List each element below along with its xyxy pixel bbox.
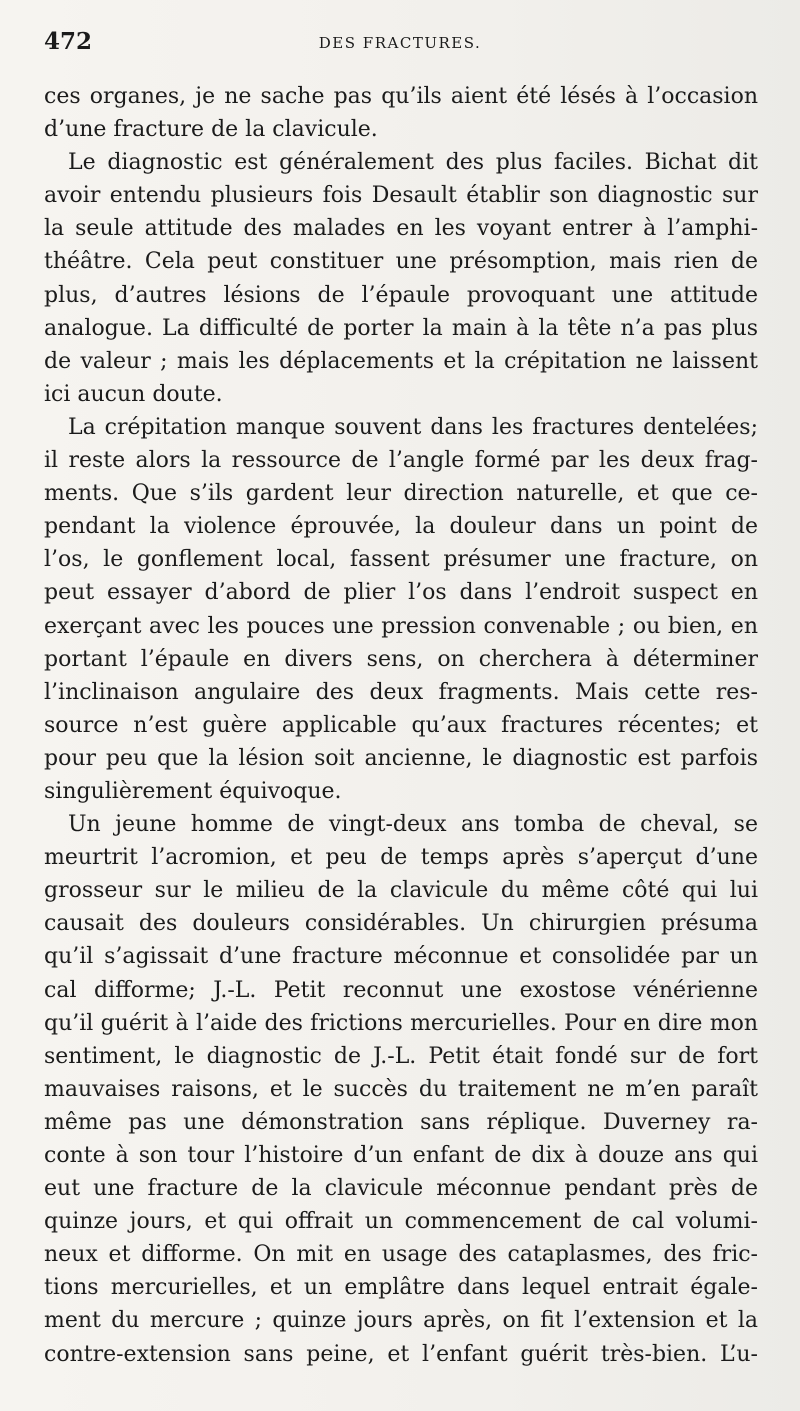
text-line: pour peu que la lésion soit ancienne, le diagnostic est parfois (44, 745, 758, 771)
text-line: théâtre. Cela peut constituer une présomption, mais rien de (44, 249, 758, 275)
text-line: causait des douleurs considérables. Un chirurgien présuma (44, 911, 758, 937)
running-title: DES FRACTURES. (318, 34, 482, 52)
text-line: qu’il s’agissait d’une fracture méconnue et consolidée par un (44, 944, 758, 970)
text-line: plus, d’autres lésions de l’épaule provoquant une attitude (44, 282, 758, 308)
text-line: singulièrement équivoque. (44, 778, 342, 804)
text-line: il reste alors la ressource de l’angle formé par les deux frag- (44, 448, 758, 474)
text-line: avoir entendu plusieurs fois Desault établir son diagnostic sur (44, 183, 758, 209)
text-line: exerçant avec les pouces une pression convenable ; ou bien, en (44, 613, 758, 639)
text-line: ces organes, je ne sache pas qu’ils aient été lésés à l’occasion (44, 84, 758, 109)
text-line: la seule attitude des malades en les voyant entrer à l’amphi- (44, 216, 758, 242)
text-line: pendant la violence éprouvée, la douleur dans un point de (44, 514, 758, 540)
text-line: l’os, le gonflement local, fassent présumer une fracture, on (44, 547, 758, 573)
text-line: Le diagnostic est généralement des plus faciles. Bichat dit (68, 150, 758, 176)
text-line: source n’est guère applicable qu’aux fractures récentes; et (44, 712, 758, 738)
text-line: peut essayer d’abord de plier l’os dans l’endroit suspect en (44, 580, 758, 606)
body-text (44, 80, 758, 1371)
text-line: contre-extension sans peine, et l’enfant guérit très-bien. L’u- (44, 1341, 758, 1367)
page-number: 472 (44, 28, 93, 55)
text-line: portant l’épaule en divers sens, on cherchera à déterminer (44, 646, 758, 672)
text-line: meurtrit l’acromion, et peu de temps après s’aperçut d’une (44, 845, 758, 871)
text-line: ment du mercure ; quinze jours après, on fit l’extension et la (44, 1308, 758, 1334)
text-line: Un jeune homme de vingt-deux ans tomba de cheval, se (68, 812, 758, 838)
text-line: mauvaises raisons, et le succès du traitement ne m’en paraît (44, 1076, 758, 1102)
running-head (44, 26, 756, 62)
text-line: conte à son tour l’histoire d’un enfant de dix à douze ans qui (44, 1143, 758, 1168)
text-line: cal difforme; J.-L. Petit reconnut une exostose vénérienne (44, 977, 758, 1003)
text-line: eut une fracture de la clavicule méconnue pendant près de (44, 1176, 758, 1202)
text-line: neux et difforme. On mit en usage des cataplasmes, des fric- (44, 1242, 758, 1268)
text-line: d’une fracture de la clavicule. (44, 117, 378, 143)
text-line: qu’il guérit à l’aide des frictions mercurielles. Pour en dire mon (44, 1010, 758, 1036)
text-line: ici aucun doute. (44, 381, 223, 407)
text-line: analogue. La difficulté de porter la main à la tête n’a pas plus (44, 315, 758, 341)
text-line: quinze jours, et qui offrait un commencement de cal volumi- (44, 1209, 758, 1235)
text-line: l’inclinaison angulaire des deux fragments. Mais cette res- (44, 679, 758, 705)
text-line: même pas une démonstration sans réplique. Duverney ra- (44, 1109, 758, 1135)
text-line: grosseur sur le milieu de la clavicule du même côté qui lui (44, 878, 758, 904)
text-line: sentiment, le diagnostic de J.-L. Petit était fondé sur de fort (44, 1043, 758, 1069)
text-line: de valeur ; mais les déplacements et la crépitation ne laissent (44, 348, 758, 374)
text-line: ments. Que s’ils gardent leur direction naturelle, et que ce- (44, 481, 758, 507)
text-line: La crépitation manque souvent dans les fractures dentelées; (68, 414, 758, 440)
text-line: tions mercurielles, et un emplâtre dans lequel entrait égale- (44, 1275, 758, 1301)
